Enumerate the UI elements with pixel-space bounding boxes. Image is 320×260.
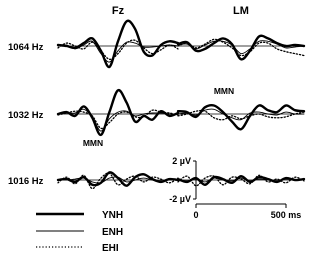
panel — [58, 172, 178, 188]
mmn-annotation: MMN — [82, 138, 104, 148]
panel — [178, 175, 304, 185]
scale-bar — [169, 156, 301, 220]
legend-label: EHI — [102, 243, 119, 254]
panel — [178, 105, 304, 129]
row-label: 1032 Hz — [8, 110, 44, 121]
series-line-ynh — [178, 176, 304, 185]
panel — [58, 90, 178, 135]
legend — [36, 210, 123, 254]
row-label: 1016 Hz — [8, 176, 44, 187]
x-tick-label: 500 ms — [270, 210, 302, 220]
x-tick-label: 0 — [193, 210, 199, 220]
column-label: Fz — [111, 5, 125, 17]
legend-label: ENH — [102, 227, 124, 238]
panel — [58, 21, 178, 67]
y-tick-label: -2 µV — [169, 194, 191, 204]
row-label: 1064 Hz — [8, 42, 44, 53]
annotations — [83, 86, 234, 148]
column-label: LM — [233, 5, 249, 17]
column-labels — [112, 5, 249, 17]
mmn-annotation: MMN — [213, 86, 235, 96]
series-line-ynh — [58, 21, 178, 67]
legend-label: YNH — [102, 210, 124, 221]
row-labels — [8, 42, 44, 187]
panel — [178, 36, 304, 60]
y-tick-label: 2 µV — [172, 156, 191, 166]
